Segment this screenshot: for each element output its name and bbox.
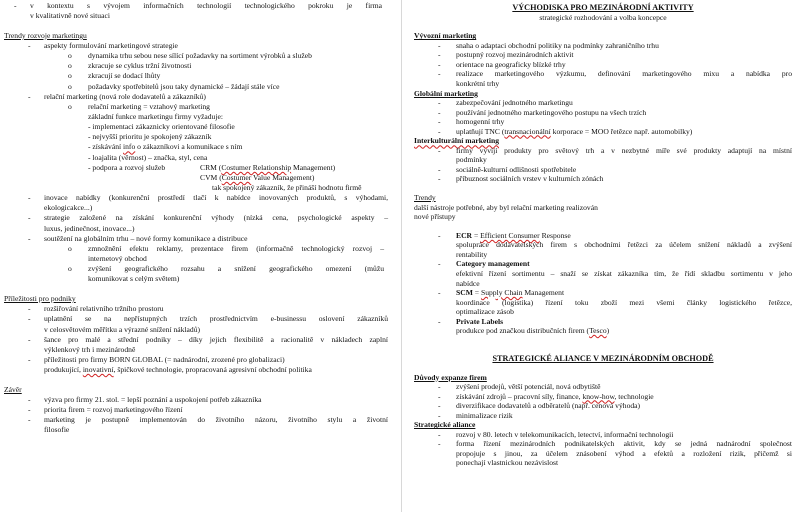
blank-line bbox=[406, 222, 800, 231]
line-text: ponechají vlastnickou nezávislost bbox=[456, 458, 559, 468]
text-line bbox=[0, 142, 398, 152]
line-text: - získávání info o zákazníkovi a komunikace s ním bbox=[88, 142, 243, 152]
bullet-line bbox=[0, 335, 398, 345]
line-text: marketing je postupně implementován do životního názoru, životního stylu a životní bbox=[44, 415, 388, 425]
section-subtitle: strategické rozhodování a volba koncepce bbox=[539, 13, 667, 22]
circle-bullet-marker: o bbox=[68, 264, 72, 274]
line-text: v celosvětovém měřítku a výrazné snížení nákladů) bbox=[44, 324, 201, 334]
dash-bullet-marker: - bbox=[438, 288, 441, 298]
line-text: realizace marketingového výzkumu, definování marketingového mixu a nabídka pro bbox=[456, 69, 792, 79]
text-line bbox=[0, 153, 398, 163]
text-line bbox=[0, 385, 398, 395]
dash-bullet-marker: - bbox=[28, 233, 31, 243]
line-text: homogenní trhy bbox=[456, 117, 505, 127]
text-line bbox=[0, 173, 398, 183]
line-text: - loajalita (věrnost) – značka, styl, cena bbox=[88, 152, 208, 162]
line-text: orientace na geograficky blízké trhy bbox=[456, 59, 566, 69]
line-text: zkracují se dodací lhůty bbox=[88, 71, 161, 81]
bullet-line bbox=[0, 234, 398, 244]
section-heading: Příležitosti pro podniky bbox=[4, 294, 76, 304]
line-text: komunikovat s celým světem) bbox=[88, 274, 180, 284]
line-text: výklenkový trh i mezinárodně bbox=[44, 344, 136, 354]
dash-bullet-marker: - bbox=[438, 69, 441, 79]
line-text: zvýšení prodejů, větší potenciál, nová odbytiště bbox=[456, 382, 601, 392]
line-text: rozvoj v 80. letech v telekomunikacích, letectví, informační technologii bbox=[456, 429, 674, 439]
line-text: zkracuje se cyklus tržní životnosti bbox=[88, 61, 192, 71]
dash-bullet-marker: - bbox=[28, 91, 31, 101]
bullet-line bbox=[0, 395, 398, 405]
line-text: soutěžení na globálním trhu – nové formy komunikace a distribuce bbox=[44, 233, 248, 243]
dash-bullet-marker: - bbox=[28, 41, 31, 51]
line-text: zmnožnění efektu reklamy, prezentace firem (informačně technologický rozvoj – bbox=[88, 243, 384, 253]
line-text: získávání zdrojů – pracovní síly, finance, know-how, technologie bbox=[456, 391, 654, 401]
text-line bbox=[406, 31, 800, 41]
bullet-line bbox=[406, 41, 800, 51]
bullet-line bbox=[0, 82, 398, 92]
text-line bbox=[406, 279, 800, 289]
text-line bbox=[406, 240, 800, 250]
line-text: produkující, inovativní, špičkové technologie, propracovaná agresivní obchodní politika bbox=[44, 365, 312, 375]
dash-bullet-marker: - bbox=[438, 259, 441, 269]
bullet-line bbox=[0, 213, 398, 223]
text-line bbox=[406, 193, 800, 203]
section-heading: Interkulturální marketing bbox=[414, 136, 500, 146]
line-text: zabezpečování jednotného marketingu bbox=[456, 98, 573, 108]
text-line bbox=[0, 132, 398, 142]
line-text: aspekty formulování marketingové strategie bbox=[44, 41, 178, 51]
bullet-line bbox=[406, 69, 800, 79]
line-text: šance pro malé a střední podniky – díky jejich flexibilitě a racionalitě v nákladech zaplní bbox=[44, 334, 388, 344]
bullet-line bbox=[406, 392, 800, 402]
bullet-line bbox=[0, 61, 398, 71]
bullet-line bbox=[406, 430, 800, 440]
line-text: rentability bbox=[456, 249, 488, 259]
text-line bbox=[406, 420, 800, 430]
text-line bbox=[406, 298, 800, 308]
line-text: dynamika trhu sebou nese sílící požadavky na sortiment výrobků a služeb bbox=[88, 51, 312, 61]
dash-bullet-marker: - bbox=[438, 145, 441, 155]
line-text: v kontextu s vývojem informačních technologií technologického pokroku je firma bbox=[30, 1, 382, 10]
line-text: příležitosti pro firmy BORN GLOBAL (= nadnárodní, zrozené pro globalizaci) bbox=[44, 354, 285, 364]
bullet-line bbox=[0, 102, 398, 112]
dash-bullet-marker: - bbox=[438, 164, 441, 174]
left-column bbox=[0, 0, 398, 512]
dash-bullet-marker: - bbox=[28, 354, 31, 364]
line-text: postupný rozvoj mezinárodních aktivit bbox=[456, 50, 574, 60]
dash-bullet-marker: - bbox=[28, 405, 31, 415]
line-text: uplatnění se na nepřístupných trzích prostřednictvím e-businessu oslovení zákazníků bbox=[44, 314, 388, 324]
line-text: optimalizace zásob bbox=[456, 307, 514, 317]
line-text: ECR = Efficient Consumer Response bbox=[456, 230, 571, 240]
text-line bbox=[406, 326, 800, 336]
text-line bbox=[0, 325, 398, 335]
text-line bbox=[0, 425, 398, 435]
dash-bullet-marker: - bbox=[438, 107, 441, 117]
bullet-line bbox=[406, 401, 800, 411]
text-line bbox=[0, 345, 398, 355]
dash-bullet-marker: - bbox=[438, 382, 441, 392]
blank-line bbox=[406, 345, 800, 354]
line-text: tak spokojený zákazník, že přináší hodnotu firmě bbox=[212, 183, 362, 193]
line-text: zvýšení geografického rozsahu a snížení geografického omezení (můžu bbox=[88, 264, 384, 274]
blank-line bbox=[0, 21, 398, 31]
bullet-line bbox=[0, 314, 398, 324]
bullet-line bbox=[0, 264, 398, 274]
section-title: VÝCHODISKA PRO MEZINÁRODNÍ AKTIVITY bbox=[512, 3, 694, 12]
line-text: snaha o adaptaci obchodní politiky na podmínky zahraničního trhu bbox=[456, 40, 659, 50]
text-line bbox=[0, 365, 398, 375]
line-text: Private Labels bbox=[456, 316, 504, 326]
line-text: luxus, jedinečnost, inovace...) bbox=[44, 223, 135, 233]
bullet-line bbox=[0, 1, 398, 11]
text-line bbox=[406, 136, 800, 146]
bullet-line bbox=[406, 259, 800, 269]
bullet-line bbox=[0, 193, 398, 203]
bullet-line bbox=[406, 174, 800, 184]
bullet-line bbox=[406, 127, 800, 137]
line-text: uplatňují TNC (transnacionální korporace = MOO řetězce např. automobilky) bbox=[456, 126, 693, 136]
bullet-line bbox=[406, 165, 800, 175]
bullet-line bbox=[406, 439, 800, 449]
line-text: konkrétní trhy bbox=[456, 78, 500, 88]
dash-bullet-marker: - bbox=[438, 230, 441, 240]
line-text: podmínky bbox=[456, 155, 487, 165]
text-line bbox=[406, 89, 800, 99]
line-text: strategie založené na získání konkurenční výhody (nízká cena, psychologické aspekty – bbox=[44, 213, 388, 223]
dash-bullet-marker: - bbox=[438, 40, 441, 50]
line-text: - podpora a rozvoj služeb bbox=[88, 162, 166, 172]
bullet-line bbox=[406, 317, 800, 327]
bullet-line bbox=[406, 108, 800, 118]
line-text: efektivní řízení sortimentu – snaží se získat zákazníka tím, že řídí skladbu sortimentu v jeho bbox=[456, 268, 792, 278]
dash-bullet-marker: - bbox=[438, 316, 441, 326]
tab-text: CRM (Costumer Relationship Management) bbox=[200, 162, 336, 172]
section-heading: Strategické aliance bbox=[414, 420, 476, 430]
line-text: internetový obchod bbox=[88, 254, 147, 264]
section-heading: Vývozní marketing bbox=[414, 31, 477, 41]
line-text: sociálně-kulturní odlišnosti spotřebitele bbox=[456, 164, 577, 174]
line-text: - nejvyšší prioritu je spokojený zákazník bbox=[88, 132, 212, 142]
dash-bullet-marker: - bbox=[438, 391, 441, 401]
line-text: relační marketing (nová role dodavatelů a zákazníků) bbox=[44, 91, 206, 101]
blank-line bbox=[406, 336, 800, 345]
bullet-line bbox=[0, 244, 398, 254]
section-heading: Důvody expanze firem bbox=[414, 372, 487, 382]
text-line bbox=[0, 294, 398, 304]
line-text: minimalizace rizik bbox=[456, 410, 513, 420]
dash-bullet-marker: - bbox=[438, 174, 441, 184]
line-text: produkce pod značkou distribučních firem (Tesco) bbox=[456, 326, 610, 336]
dash-bullet-marker: - bbox=[438, 429, 441, 439]
line-text: příbuznost sociálních vrstev v kulturních zónách bbox=[456, 174, 604, 184]
bullet-line bbox=[406, 60, 800, 70]
text-line bbox=[0, 11, 398, 21]
bullet-line bbox=[0, 405, 398, 415]
circle-bullet-marker: o bbox=[68, 51, 72, 61]
bullet-line bbox=[0, 51, 398, 61]
section-heading: Globální marketing bbox=[414, 88, 478, 98]
bullet-line bbox=[406, 117, 800, 127]
line-text: výzva pro firmy 21. stol. = lepší poznání a uspokojení potřeb zákazníka bbox=[44, 394, 262, 404]
text-line bbox=[0, 31, 398, 41]
dash-bullet-marker: - bbox=[28, 193, 31, 203]
text-line bbox=[0, 224, 398, 234]
blank-line bbox=[406, 22, 800, 31]
bullet-line bbox=[0, 304, 398, 314]
dash-bullet-marker: - bbox=[438, 117, 441, 127]
text-line bbox=[406, 79, 800, 89]
line-text: koordinace (logistika) řízení toku zboží mezi všemi články logistického řetězce, bbox=[456, 297, 792, 307]
dash-bullet-marker: - bbox=[438, 98, 441, 108]
text-line bbox=[0, 254, 398, 264]
blank-line bbox=[0, 284, 398, 294]
line-text: propojuje s jinou, za účelem znásobení výhod a efektů a rozložení rizik, přičemž si bbox=[456, 448, 792, 458]
text-line bbox=[406, 212, 800, 222]
bullet-line bbox=[406, 411, 800, 421]
blank-line bbox=[0, 375, 398, 385]
circle-bullet-marker: o bbox=[68, 61, 72, 71]
bullet-line bbox=[406, 288, 800, 298]
circle-bullet-marker: o bbox=[68, 81, 72, 91]
dash-bullet-marker: - bbox=[28, 415, 31, 425]
text-line bbox=[406, 354, 800, 364]
text-line bbox=[406, 458, 800, 468]
line-text: nové přístupy bbox=[414, 212, 456, 222]
dash-bullet-marker: - bbox=[438, 50, 441, 60]
line-text: nabídce bbox=[456, 278, 480, 288]
dash-bullet-marker: - bbox=[28, 394, 31, 404]
line-text: firmy vyvíjí produkty pro světový trh a v nezbytné míře své produkty adaptují na místní bbox=[456, 145, 792, 155]
line-text: filosofie bbox=[44, 425, 70, 435]
bullet-line bbox=[0, 355, 398, 365]
line-text: v kvalitativně nové situaci bbox=[30, 11, 110, 21]
section-heading: Trendy rozvoje marketingu bbox=[4, 30, 87, 40]
column-divider bbox=[401, 0, 402, 512]
text-line bbox=[0, 122, 398, 132]
line-text: relační marketing = vztahový marketing bbox=[88, 101, 210, 111]
dash-bullet-marker: - bbox=[28, 314, 31, 324]
text-line bbox=[406, 449, 800, 459]
text-line bbox=[0, 112, 398, 122]
bullet-line bbox=[406, 146, 800, 156]
circle-bullet-marker: o bbox=[68, 71, 72, 81]
text-line bbox=[406, 269, 800, 279]
text-line bbox=[0, 274, 398, 284]
bullet-line bbox=[406, 382, 800, 392]
line-text: inovace nabídky (konkurenční prostředí tlačí k nabídce inovovaných produktů, s výhodami, bbox=[44, 193, 388, 203]
line-text: ekologicakce...) bbox=[44, 203, 93, 213]
bullet-line bbox=[0, 71, 398, 81]
dash-bullet-marker: - bbox=[438, 410, 441, 420]
blank-line bbox=[406, 363, 800, 372]
line-text: základní funkce marketingu firmy vyžaduje: bbox=[88, 112, 223, 122]
bullet-line bbox=[406, 98, 800, 108]
text-line bbox=[406, 155, 800, 165]
line-text: - implementaci zákaznicky orientované filosofie bbox=[88, 122, 235, 132]
text-line bbox=[406, 250, 800, 260]
section-heading: Trendy bbox=[414, 193, 436, 203]
dash-bullet-marker: - bbox=[438, 401, 441, 411]
dash-bullet-marker: - bbox=[28, 213, 31, 223]
line-text: Category management bbox=[456, 259, 530, 269]
text-line bbox=[406, 203, 800, 213]
dash-bullet-marker: - bbox=[438, 59, 441, 69]
line-text: rozšiřování relativního tržního prostoru bbox=[44, 304, 164, 314]
circle-bullet-marker: o bbox=[68, 101, 72, 111]
text-line bbox=[0, 203, 398, 213]
blank-line bbox=[406, 184, 800, 193]
line-text: další nástroje potřebné, aby byl relační marketing realizován bbox=[414, 202, 598, 212]
text-line bbox=[0, 163, 398, 173]
dash-bullet-marker: - bbox=[14, 1, 17, 10]
bullet-line bbox=[0, 41, 398, 51]
dash-bullet-marker: - bbox=[28, 334, 31, 344]
text-line bbox=[406, 307, 800, 317]
line-text: SCM = Supply Chain Management bbox=[456, 288, 565, 298]
right-column bbox=[406, 0, 800, 512]
bullet-line bbox=[406, 231, 800, 241]
circle-bullet-marker: o bbox=[68, 243, 72, 253]
section-heading: Závěr bbox=[4, 384, 22, 394]
text-line bbox=[406, 373, 800, 383]
bullet-line bbox=[406, 50, 800, 60]
line-text: používání jednotného marketingového postupu na všech trzích bbox=[456, 107, 647, 117]
line-text: CVM (Costumer Value Management) bbox=[200, 172, 315, 182]
line-text: spolupráce dodavatelských firem s obchodními řetězci za účelem snížení nákladů a zvýšení bbox=[456, 240, 792, 250]
bullet-line bbox=[0, 92, 398, 102]
dash-bullet-marker: - bbox=[28, 304, 31, 314]
bullet-line bbox=[0, 415, 398, 425]
line-text: forma řízení mezinárodních podnikatelských aktivit, kdy se jedná nadnárodní společnost bbox=[456, 439, 792, 449]
line-text: priorita firem = rozvoj marketingového řízení bbox=[44, 405, 183, 415]
section-title: STRATEGICKÉ ALIANCE V MEZINÁRODNÍM OBCHODĚ bbox=[492, 353, 714, 363]
line-text: požadavky spotřebitelů jsou taky dynamické – žádají stále více bbox=[88, 81, 280, 91]
dash-bullet-marker: - bbox=[438, 126, 441, 136]
text-line bbox=[0, 183, 398, 193]
dash-bullet-marker: - bbox=[438, 439, 441, 449]
line-text: diverzifikace dodavatelů a odběratelů (např. cenová výhoda) bbox=[456, 401, 641, 411]
